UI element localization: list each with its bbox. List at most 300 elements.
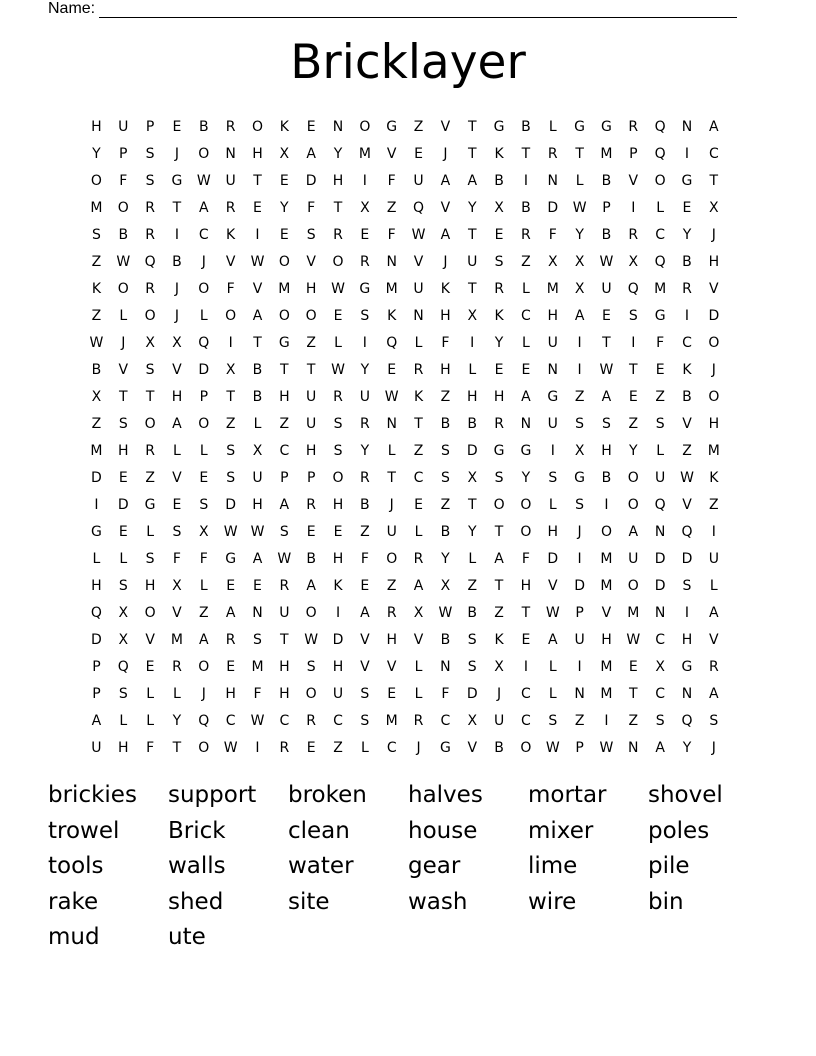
grid-cell: L [146, 523, 155, 540]
grid-cell: I [604, 496, 609, 513]
grid-cell: A [628, 523, 639, 540]
grid-cell: L [656, 442, 665, 459]
grid-cell: F [253, 685, 262, 702]
grid-cell: X [199, 523, 209, 540]
grid-cell: E [306, 118, 316, 135]
grid-cell: O [198, 658, 210, 675]
grid-cell: W [438, 604, 453, 621]
grid-cell: Z [91, 307, 102, 324]
grid-cell: D [91, 469, 102, 486]
grid-cell: Z [91, 415, 102, 432]
grid-cell: J [174, 145, 180, 162]
grid-cell: U [467, 253, 478, 270]
grid-cell: R [359, 415, 370, 432]
grid-cell: P [199, 388, 209, 405]
grid-cell: S [467, 658, 477, 675]
grid-cell: C [225, 712, 236, 729]
word-bank [48, 778, 788, 956]
grid-cell: E [306, 523, 316, 540]
grid-cell: Q [144, 253, 156, 270]
grid-cell: B [601, 469, 612, 486]
grid-cell: T [467, 118, 477, 135]
grid-cell: O [493, 496, 505, 513]
grid-cell: V [252, 280, 263, 297]
grid-cell: U [118, 118, 129, 135]
grid-cell: S [467, 631, 477, 648]
grid-cell: X [628, 253, 639, 270]
grid-cell: E [414, 496, 423, 513]
grid-cell: L [173, 442, 181, 459]
grid-cell: S [548, 712, 558, 729]
grid-cell: L [173, 685, 181, 702]
grid-cell: V [628, 172, 639, 189]
grid-cell: V [225, 253, 236, 270]
grid-cell: I [550, 442, 555, 459]
grid-cell: O [198, 280, 210, 297]
grid-cell: S [682, 577, 692, 594]
word-bank-item: bin [648, 888, 684, 915]
grid-cell: D [654, 577, 666, 594]
grid-cell: X [574, 280, 585, 297]
grid-cell: B [440, 631, 451, 648]
grid-cell: A [360, 604, 370, 621]
grid-cell: Z [360, 523, 370, 540]
grid-cell: N [547, 172, 558, 189]
grid-cell: D [198, 361, 210, 378]
grid-cell: H [708, 415, 720, 432]
grid-cell: P [575, 604, 584, 621]
grid-cell: I [684, 604, 690, 621]
grid-cell: Q [681, 712, 693, 729]
grid-cell: T [629, 361, 638, 378]
grid-cell: U [547, 415, 558, 432]
grid-cell: T [467, 226, 477, 243]
grid-cell: V [172, 361, 182, 378]
grid-cell: E [387, 361, 397, 378]
grid-cell: H [252, 145, 263, 162]
grid-cell: U [359, 388, 370, 405]
grid-cell: G [225, 550, 237, 567]
word-bank-item: brickies [48, 782, 137, 808]
grid-cell: R [682, 280, 692, 297]
grid-cell: Q [386, 334, 398, 351]
grid-cell: Q [90, 604, 102, 621]
grid-row [83, 113, 727, 140]
grid-cell: W [331, 361, 345, 378]
grid-cell: T [521, 604, 531, 621]
grid-cell: D [91, 631, 102, 648]
grid-cell: E [655, 361, 665, 378]
grid-cell: T [494, 523, 504, 540]
grid-cell: S [253, 631, 262, 648]
grid-cell: S [575, 415, 585, 432]
grid-cell: W [277, 550, 292, 567]
grid-cell: O [627, 496, 639, 513]
grid-cell: H [332, 496, 344, 513]
grid-cell: S [145, 361, 155, 378]
grid-cell: R [547, 145, 558, 162]
grid-row [83, 653, 727, 680]
grid-row [83, 491, 727, 518]
grid-cell: Z [628, 415, 639, 432]
word-bank-item: trowel [48, 817, 120, 844]
grid-cell: Z [413, 442, 424, 459]
grid-cell: S [494, 469, 504, 486]
grid-cell: O [708, 334, 720, 351]
grid-cell: S [440, 469, 450, 486]
grid-cell: U [386, 523, 397, 540]
grid-cell: A [709, 685, 719, 702]
grid-row [83, 356, 727, 383]
grid-cell: V [306, 253, 316, 270]
grid-cell: K [333, 577, 343, 594]
grid-cell: L [387, 442, 396, 459]
page-title: Bricklayer [290, 35, 526, 90]
grid-cell: Y [682, 226, 692, 243]
grid-cell: V [172, 604, 182, 621]
grid-cell: B [440, 415, 451, 432]
grid-cell: T [414, 415, 423, 432]
grid-cell: H [279, 388, 290, 405]
grid-cell: Y [333, 145, 343, 162]
grid-cell: L [468, 550, 477, 567]
grid-cell: H [144, 577, 156, 594]
grid-cell: H [332, 172, 344, 189]
grid-cell: N [332, 118, 344, 135]
grid-cell: O [117, 280, 129, 297]
word-bank-item: broken [288, 782, 367, 808]
grid-cell: H [225, 685, 236, 702]
grid-cell: L [414, 685, 423, 702]
grid-cell: T [387, 469, 396, 486]
grid-cell: B [252, 361, 263, 378]
grid-cell: F [199, 550, 208, 567]
grid-cell: P [602, 199, 611, 216]
grid-cell: L [199, 577, 208, 594]
grid-cell: O [198, 415, 210, 432]
grid-cell: L [334, 334, 342, 351]
grid-cell: W [626, 631, 641, 648]
grid-cell: B [440, 523, 451, 540]
word-bank-item: mixer [528, 817, 594, 844]
word-bank-item: support [168, 782, 257, 808]
grid-cell: A [413, 577, 424, 594]
grid-cell: T [172, 199, 182, 216]
grid-cell: F [119, 172, 128, 189]
grid-cell: D [547, 199, 559, 216]
grid-cell: N [654, 523, 666, 540]
grid-cell: Y [92, 145, 101, 162]
grid-cell: O [708, 388, 720, 405]
grid-cell: D [708, 307, 720, 324]
grid-cell: P [629, 145, 638, 162]
grid-cell: G [144, 496, 156, 513]
grid-cell: H [547, 523, 559, 540]
grid-cell: W [89, 334, 104, 351]
grid-cell: L [575, 172, 584, 189]
grid-cell: Q [117, 658, 129, 675]
grid-cell: F [172, 550, 181, 567]
grid-cell: U [91, 739, 102, 756]
grid-cell: X [91, 388, 102, 405]
grid-cell: A [91, 712, 102, 729]
grid-cell: V [145, 631, 155, 648]
grid-cell: Z [574, 712, 585, 729]
grid-cell: W [304, 631, 319, 648]
grid-cell: X [440, 577, 451, 594]
grid-cell: I [228, 334, 233, 351]
grid-cell: V [709, 631, 719, 648]
grid-cell: W [196, 172, 211, 189]
grid-cell: A [306, 577, 316, 594]
grid-cell: E [172, 118, 182, 135]
grid-cell: N [547, 361, 558, 378]
grid-cell: S [602, 415, 611, 432]
grid-cell: R [521, 226, 531, 243]
grid-cell: T [575, 145, 584, 162]
grid-cell: H [547, 307, 559, 324]
grid-cell: U [306, 415, 317, 432]
grid-cell: L [414, 658, 423, 675]
grid-cell: W [250, 253, 265, 270]
grid-cell: B [360, 496, 370, 513]
grid-cell: I [711, 523, 716, 540]
grid-cell: S [279, 523, 289, 540]
grid-cell: F [146, 739, 155, 756]
grid-cell: B [118, 226, 129, 243]
grid-cell: W [384, 388, 399, 405]
grid-cell: S [360, 307, 370, 324]
grid-cell: D [466, 442, 478, 459]
grid-cell: S [360, 685, 370, 702]
grid-cell: E [628, 388, 638, 405]
grid-cell: A [574, 307, 585, 324]
grid-cell: B [521, 118, 531, 135]
grid-cell: Q [654, 253, 666, 270]
grid-cell: E [118, 523, 128, 540]
grid-cell: I [335, 604, 341, 621]
grid-cell: S [360, 712, 370, 729]
grid-cell: V [172, 469, 182, 486]
grid-cell: B [682, 253, 692, 270]
grid-cell: C [386, 739, 397, 756]
grid-cell: F [656, 334, 665, 351]
grid-cell: D [681, 550, 693, 567]
grid-cell: Y [521, 469, 531, 486]
grid-cell: S [306, 658, 316, 675]
grid-cell: M [251, 658, 264, 675]
grid-cell: A [655, 739, 665, 756]
grid-row [83, 221, 727, 248]
grid-cell: W [223, 523, 238, 540]
name-field [48, 0, 737, 18]
grid-cell: T [145, 388, 155, 405]
grid-cell: E [521, 631, 531, 648]
grid-cell: L [522, 334, 530, 351]
grid-cell: A [440, 226, 451, 243]
grid-cell: J [389, 496, 394, 513]
grid-cell: Y [467, 199, 477, 216]
grid-cell: R [225, 118, 236, 135]
grid-cell: E [602, 307, 611, 324]
grid-cell: N [225, 145, 236, 162]
grid-cell: O [654, 172, 666, 189]
grid-cell: B [467, 415, 478, 432]
grid-cell: L [92, 550, 101, 567]
grid-cell: E [494, 226, 504, 243]
grid-cell: W [599, 739, 614, 756]
grid-cell: Z [440, 388, 451, 405]
grid-cell: Q [654, 145, 666, 162]
grid-cell: Z [682, 442, 692, 459]
grid-cell: W [599, 361, 614, 378]
grid-cell: H [681, 631, 693, 648]
grid-cell: I [577, 550, 582, 567]
grid-cell: A [494, 550, 504, 567]
grid-cell: H [91, 577, 102, 594]
grid-cell: Z [225, 415, 236, 432]
grid-cell: S [199, 496, 209, 513]
grid-cell: Z [145, 469, 155, 486]
grid-cell: D [117, 496, 129, 513]
grid-cell: P [92, 658, 101, 675]
grid-cell: Z [279, 415, 290, 432]
grid-cell: H [118, 442, 129, 459]
grid-cell: Z [494, 604, 504, 621]
grid-cell: E [253, 577, 262, 594]
grid-cell: B [172, 253, 182, 270]
grid-cell: O [520, 496, 532, 513]
grid-cell: E [279, 172, 289, 189]
grid-cell: E [172, 496, 182, 513]
grid-cell: Z [521, 253, 531, 270]
grid-cell: I [684, 307, 690, 324]
grid-cell: I [684, 145, 690, 162]
grid-cell: C [655, 685, 666, 702]
grid-cell: R [494, 280, 504, 297]
grid-cell: W [545, 739, 560, 756]
grid-cell: X [467, 712, 478, 729]
grid-cell: J [577, 523, 582, 540]
grid-cell: A [225, 604, 236, 621]
grid-cell: H [332, 550, 344, 567]
grid-cell: Y [682, 739, 692, 756]
grid-cell: T [306, 361, 316, 378]
grid-cell: R [359, 253, 370, 270]
grid-cell: C [521, 685, 531, 702]
grid-cell: F [441, 685, 450, 702]
grid-cell: X [145, 334, 155, 351]
grid-cell: H [440, 361, 451, 378]
grid-cell: T [226, 388, 235, 405]
grid-cell: R [359, 469, 370, 486]
grid-cell: Z [333, 739, 343, 756]
word-bank-item: wire [528, 888, 577, 915]
grid-cell: H [91, 118, 102, 135]
grid-cell: Z [386, 199, 397, 216]
grid-cell: P [119, 145, 128, 162]
grid-cell: Z [306, 334, 316, 351]
grid-cell: X [360, 199, 370, 216]
grid-cell: C [521, 712, 531, 729]
grid-cell: B [682, 388, 692, 405]
grid-cell: K [226, 226, 236, 243]
grid-cell: X [467, 469, 478, 486]
grid-cell: L [360, 739, 369, 756]
word-bank-item: shovel [648, 782, 723, 808]
grid-cell: T [494, 577, 504, 594]
grid-cell: H [118, 739, 129, 756]
grid-cell: N [520, 415, 532, 432]
grid-cell: O [305, 685, 317, 702]
grid-cell: Z [574, 388, 585, 405]
grid-cell: J [711, 361, 716, 378]
grid-row [83, 410, 727, 437]
grid-cell: J [443, 145, 448, 162]
grid-cell: G [278, 334, 290, 351]
grid-cell: H [252, 496, 263, 513]
grid-cell: I [577, 334, 582, 351]
grid-cell: A [306, 145, 316, 162]
grid-cell: O [144, 604, 156, 621]
grid-cell: T [467, 145, 477, 162]
grid-cell: Y [172, 712, 182, 729]
grid-cell: O [305, 307, 317, 324]
grid-cell: Z [628, 712, 639, 729]
grid-cell: X [709, 199, 719, 216]
grid-cell: S [333, 415, 343, 432]
grid-cell: C [708, 145, 719, 162]
grid-cell: S [226, 442, 236, 459]
grid-cell: U [547, 334, 558, 351]
grid-cell: H [332, 658, 344, 675]
word-bank-item: rake [48, 888, 99, 915]
grid-row [83, 707, 727, 734]
grid-cell: K [279, 118, 289, 135]
grid-cell: L [548, 118, 557, 135]
grid-cell: O [627, 469, 639, 486]
grid-cell: I [604, 712, 609, 729]
grid-cell: O [198, 145, 210, 162]
grid-cell: X [279, 145, 290, 162]
grid-cell: S [494, 253, 504, 270]
grid-cell: L [548, 658, 557, 675]
grid-cell: F [387, 172, 396, 189]
grid-cell: M [600, 550, 613, 567]
grid-cell: E [628, 658, 638, 675]
grid-row [83, 329, 727, 356]
grid-cell: I [470, 334, 475, 351]
grid-cell: V [360, 658, 370, 675]
grid-cell: J [443, 253, 448, 270]
grid-cell: I [577, 361, 582, 378]
grid-cell: H [305, 280, 317, 297]
grid-cell: L [146, 712, 155, 729]
grid-cell: H [386, 631, 397, 648]
word-bank-item: tools [48, 853, 104, 880]
grid-cell: G [547, 388, 559, 405]
grid-cell: A [199, 631, 209, 648]
grid-cell: K [494, 631, 504, 648]
grid-cell: H [171, 388, 183, 405]
grid-cell: B [494, 739, 504, 756]
grid-cell: P [575, 739, 584, 756]
grid-cell: V [547, 577, 558, 594]
grid-cell: O [144, 307, 156, 324]
name-label: Name: [48, 0, 96, 17]
grid-cell: K [91, 280, 102, 297]
grid-cell: H [279, 685, 290, 702]
